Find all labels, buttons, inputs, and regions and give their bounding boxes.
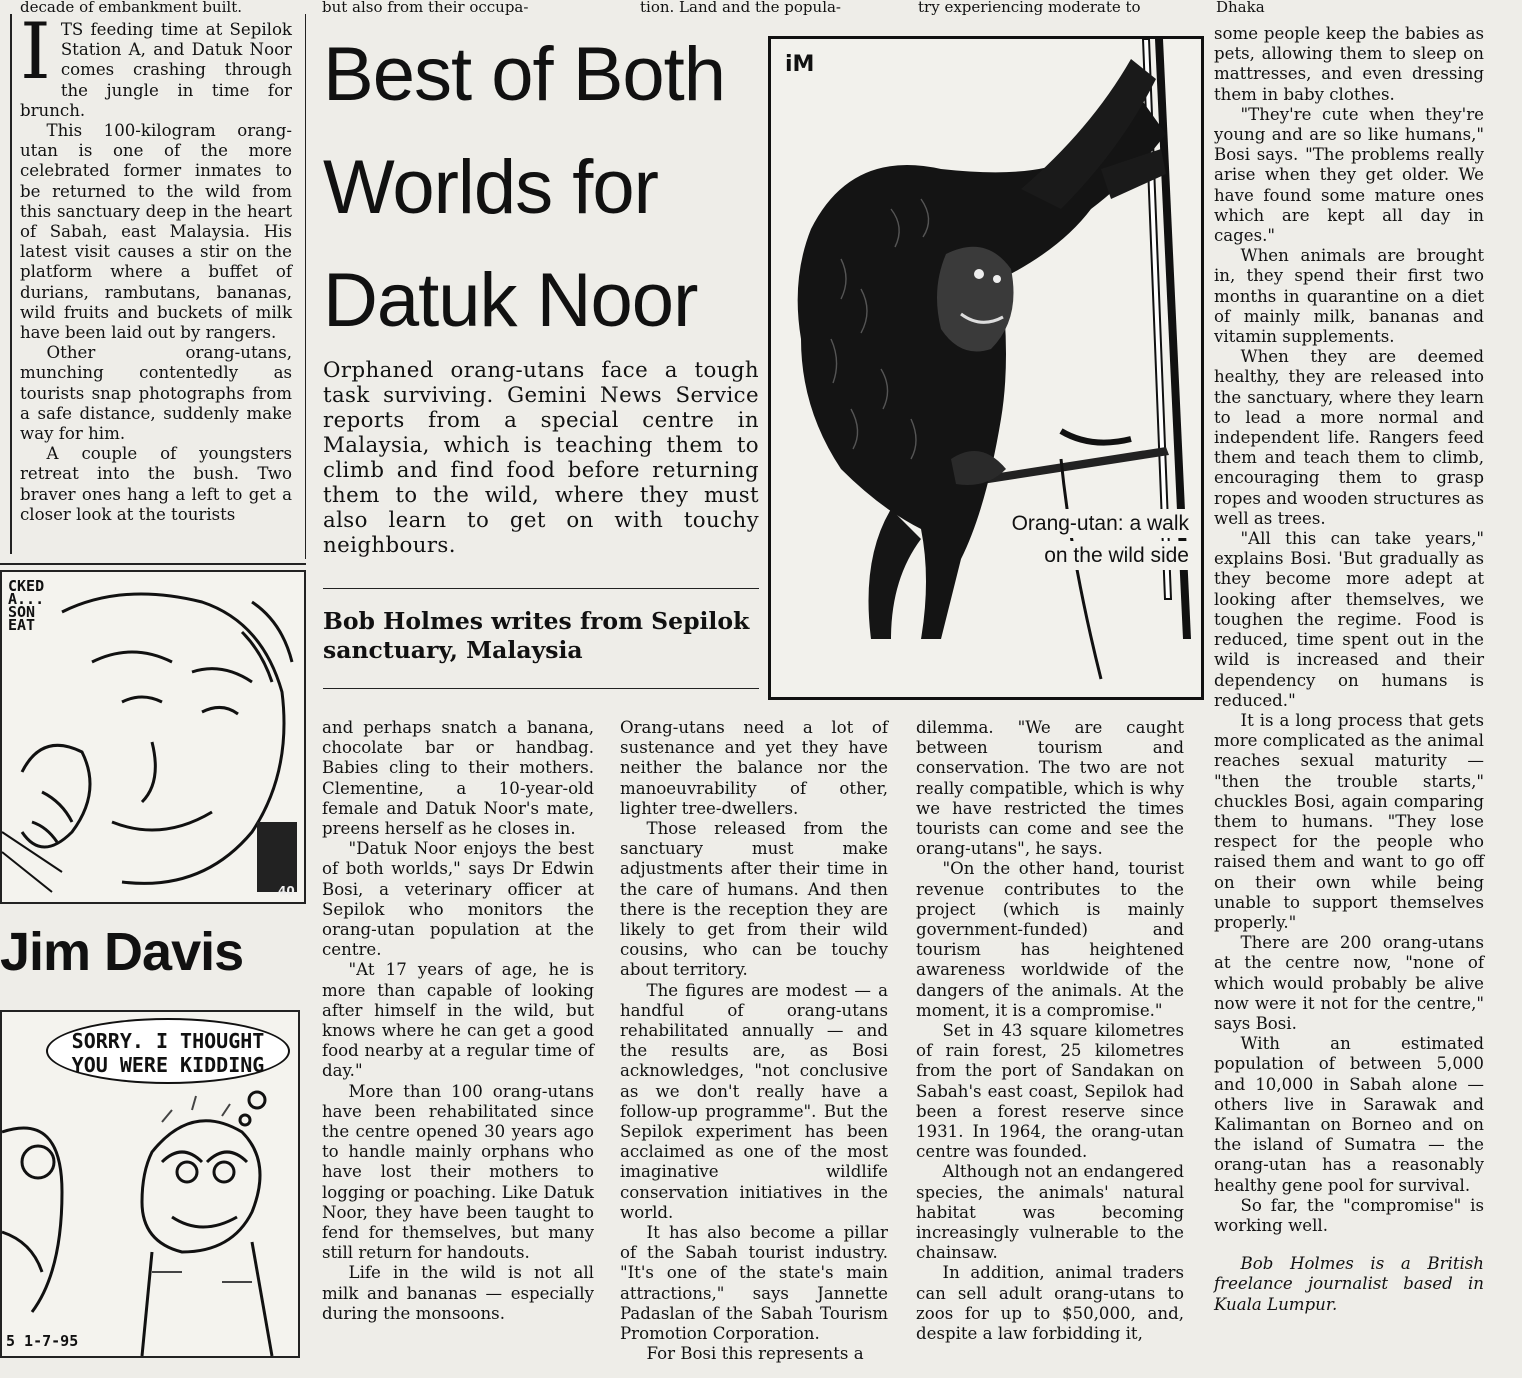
paragraph: With an estimated population of between 5,000 and 10,000 in Sabah alone — others live in Sarawak and Kalimantan on Borneo and on the island of Sumatra — the orang-utan has a reasonably healthy gene pool for survival. — [1214, 1034, 1484, 1195]
speech-bubble-line: YOU WERE KIDDING — [71, 1053, 265, 1077]
speech-bubble — [46, 1018, 290, 1084]
paragraph: and perhaps snatch a banana, chocolate bar or handbag. Babies cling to their mothers. Clementine, a 10-year-old female and Datuk Noor's mate, preens herself as he closes in. — [322, 718, 594, 839]
paragraph: This 100-kilogram orang-utan is one of the more celebrated former inmates to be returned to the wild from this sanctuary deep in the heart of Sabah, east Malaysia. His latest visit causes a stir on the platform where a buffet of durians, rambutans, bananas, wild fruits and buckets of milk have been laid out by rangers. — [20, 121, 292, 343]
paragraph: Life in the wild is not all milk and bananas — especially during the monsoons. — [322, 1263, 594, 1323]
byline-rule-top — [323, 588, 759, 589]
comic-fragment-line: SON — [8, 603, 36, 621]
paragraph: Although not an endangered species, the animals' natural habitat was becoming increasingly vulnerable to the chainsaw. — [916, 1162, 1184, 1263]
paragraph: dilemma. "We are caught between tourism and conservation. The two are not really compatible, which is why we have restricted the times tourists can come and see the orang-utans", he says. — [916, 718, 1184, 859]
comic-fragment-line: EAT — [8, 616, 36, 634]
paragraph: When animals are brought in, they spend their first two months in quarantine on a diet of mainly milk, bananas and vitamin supplements. — [1214, 246, 1484, 347]
author-note: Bob Holmes is a British freelance journalist based in Kuala Lumpur. — [1214, 1254, 1484, 1314]
paragraph: Other orang-utans, munching contentedly as tourists snap photographs from a safe distance, suddenly make way for him. — [20, 343, 292, 444]
drop-cap: I — [20, 7, 51, 97]
headline — [323, 18, 768, 357]
byline-rule-bottom — [323, 688, 759, 689]
paragraph: The figures are modest — a handful of orang-utans rehabilitated annually — and the results are, as Bosi acknowledges, "not conclusive as we don't really have a follow-up programme". But the Sepilok experiment has been acclaimed as one of the most imaginative wildlife conservation initiatives in the world. — [620, 980, 888, 1222]
speech-bubble-line: SORRY. I THOUGHT — [71, 1029, 265, 1053]
paragraph: "At 17 years of age, he is more than capable of looking after himself in the wild, but knows where he can get a good food nearby at a regular time of day." — [322, 960, 594, 1081]
comic-credit — [0, 920, 300, 984]
comic-panel-number: 40 — [278, 884, 295, 898]
paragraph: When they are deemed healthy, they are released into the sanctuary, where they learn to lead a more normal and independent life. Rangers feed them and teach them to climb, encouraging them to grasp ropes and wooden structures as well as trees. — [1214, 347, 1484, 528]
paragraph: A couple of youngsters retreat into the bush. Two braver ones hang a left to get a closer look at the tourists — [20, 444, 292, 524]
top-strip-text-2: but also from their occupa- — [322, 0, 529, 16]
orangutan-illustration — [768, 36, 1204, 700]
headline-line: Datuk Noor — [323, 258, 698, 343]
illustration-caption-line-1: Orang-utan: a walk — [1012, 509, 1189, 538]
paragraph: There are 200 orang-utans at the centre now, "none of which would probably be alive now were it not for the centre," says Bosi. — [1214, 933, 1484, 1033]
body-column-3 — [620, 718, 888, 1365]
column-rule — [305, 14, 306, 559]
top-strip-text-3: tion. Land and the popula- — [640, 0, 841, 16]
comic-date: 5 1-7-95 — [6, 1332, 79, 1350]
paragraph: So far, the "compromise" is working well. — [1214, 1195, 1484, 1235]
paragraph: "Datuk Noor enjoys the best of both worlds," says Dr Edwin Bosi, a veterinary officer at Sepilok who monitors the orang-utan population at the centre. — [322, 839, 594, 960]
paragraph: "All this can take years," explains Bosi. 'But gradually as they become more adept at looking after themselves, we toughen the regime. Food is reduced, time spent out in the wild is increased and their dependency on humans is reduced." — [1214, 529, 1484, 710]
comic-top-panel — [0, 570, 306, 904]
headline-line: Worlds for — [323, 145, 658, 230]
section-rule — [0, 563, 306, 565]
paragraph: Those released from the sanctuary must make adjustments after their time in the care of humans. And then there is the reception they are likely to get from their wild cousins, who can be touchy about territory. — [620, 819, 888, 980]
body-column-4 — [916, 718, 1184, 1344]
paragraph: some people keep the babies as pets, allowing them to sleep on mattresses, and even dressing them in baby clothes. — [1214, 24, 1484, 104]
paragraph: It has also become a pillar of the Sabah tourist industry. "It's one of the state's main attractions," says Jannette Padaslan of the Sabah Tourism Promotion Corporation. — [620, 1223, 888, 1344]
comic-drawing — [2, 572, 304, 902]
comic-fragment-line: CKED — [8, 577, 45, 595]
top-strip-text-5: Dhaka — [1216, 0, 1265, 16]
paragraph: In addition, animal traders can sell adult orang-utans to zoos for up to $50,000, and, despite a law forbidding it, — [916, 1263, 1184, 1344]
comic-fragment-line: A... — [8, 590, 45, 608]
comic-fragment-text — [8, 577, 45, 634]
byline: Bob Holmes writes from Sepilok sanctuary, Malaysia — [323, 607, 750, 664]
comic-credit-text: Jim Davis — [0, 922, 244, 982]
paragraph: TS feeding time at Sepilok Station A, and Datuk Noor comes crashing through the jungle in time for brunch. — [20, 20, 292, 120]
paragraph: It is a long process that gets more complicated as the animal reaches sexual maturity — "then the trouble starts," chuckles Bosi, again comparing them to humans. "They lose respect for the people who raised them and want to go off on their own while being unable to support themselves properly." — [1214, 710, 1484, 932]
paragraph: "They're cute when they're young and are so like humans," Bosi says. "The problems really arise when they get older. We have found some mature ones which are kept all day in cages." — [1214, 104, 1484, 246]
paragraph: Set in 43 square kilometres of rain forest, 25 kilometres from the port of Sandakan on Sabah's east coast, Sepilok had been a forest reserve since 1931. In 1964, the orang-utan centre was founded. — [916, 1021, 1184, 1162]
illustrator-signature: iM — [785, 52, 815, 77]
paragraph: For Bosi this represents a — [646, 1344, 864, 1364]
paragraph: More than 100 orang-utans have been rehabilitated since the centre opened 30 years ago to handle mainly orphans who have lost their mothers to logging or poaching. Like Datuk Noor, they have been taught to fend for themselves, but many still return for handouts. — [322, 1081, 594, 1263]
top-strip-text-4: try experiencing moderate to — [918, 0, 1141, 16]
body-column-5 — [1214, 24, 1484, 1315]
body-column-2 — [322, 718, 594, 1324]
headline-line: Best of Both — [323, 32, 726, 117]
paragraph: Orang-utans need a lot of sustenance and yet they have neither the balance nor the manoeuvrability of other, lighter tree-dwellers. — [620, 718, 888, 818]
column-rule — [10, 14, 12, 554]
deck-summary: Orphaned orang-utans face a tough task surviving. Gemini News Service reports from a special centre in Malaysia, which is teaching them to climb and find food before returning them to the wild, where they must also learn to get on with touchy neighbours. — [323, 358, 759, 558]
top-strip-text-1: decade of embankment built. — [20, 0, 243, 16]
paragraph: "On the other hand, tourist revenue contributes to the project (which is mainly government-funded) and tourism has heightened awareness worldwide of the dangers of the animals. At the moment, it is a compromise." — [916, 859, 1184, 1020]
orangutan-drawing — [771, 39, 1201, 697]
illustration-caption-line-2: on the wild side — [1044, 541, 1189, 570]
